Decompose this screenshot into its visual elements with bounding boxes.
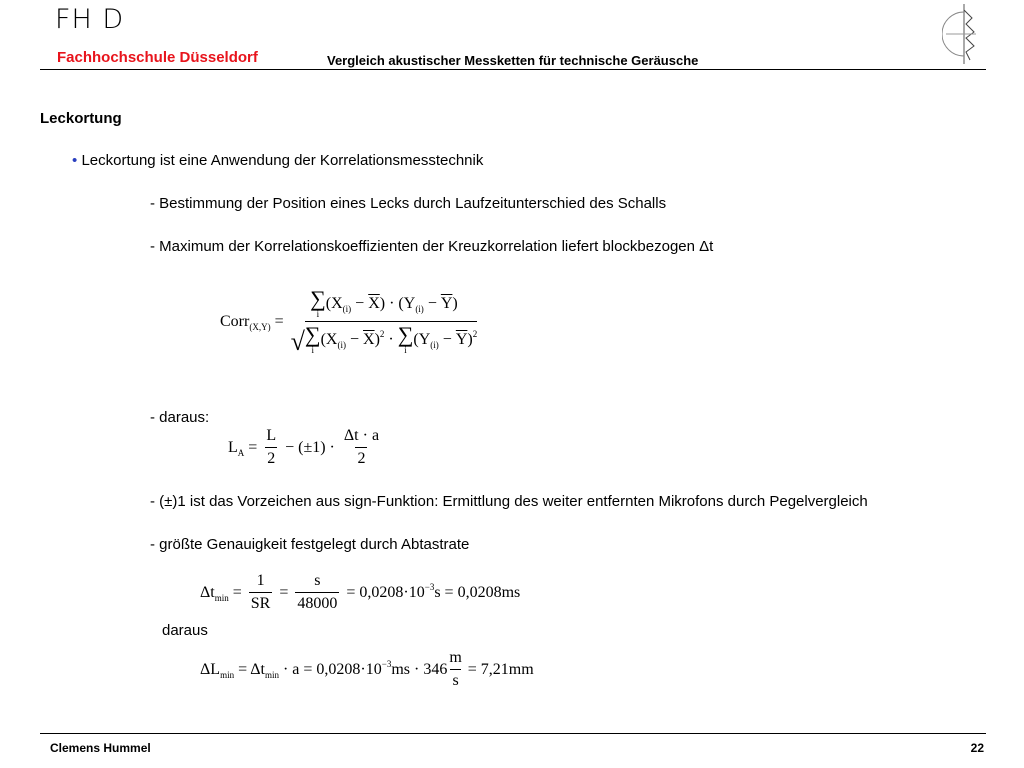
formula-text: s = 0,0208ms [434, 583, 521, 601]
denominator: SR [249, 592, 273, 613]
formula-subscript: min [264, 669, 279, 680]
formula-text: Corr [220, 312, 250, 330]
text-line: - daraus: [150, 409, 210, 426]
text-line: - größte Genauigkeit festgelegt durch Abtastrate [150, 536, 470, 553]
slide-subtitle: Vergleich akustischer Messketten für technische Geräusche [327, 53, 699, 68]
formula-text: ) [467, 330, 473, 348]
formula-text: · [384, 330, 398, 348]
bullet-text: Leckortung ist eine Anwendung der Korrelationsmesstechnik [81, 152, 484, 169]
school-name: Fachhochschule Düsseldorf [57, 49, 258, 66]
formula-text: ΔL [200, 660, 221, 678]
footer-divider [40, 733, 986, 734]
sum-symbol: ∑ [397, 322, 414, 347]
formula-text: · a = 0,0208·10 [278, 660, 382, 678]
formula-text: = 0,0208·10 [342, 583, 425, 601]
formula-text: = [275, 583, 293, 601]
formula-subscript: min [220, 669, 235, 680]
formula-text: − [438, 330, 456, 348]
page-number: 22 [970, 741, 984, 755]
bullet-item [72, 152, 483, 169]
la-formula [228, 427, 384, 468]
text-line: - (±)1 ist das Vorzeichen aus sign-Funktion: Ermittlung des weiter entfernten Mikrofons durch Pegelvergleich [150, 493, 868, 510]
formula-text: − (±1) · [281, 438, 339, 456]
fraction: ∑ i (X (i) − $\overline{X}$ ) · (Y (i) − $\overline{Y}$ ) √ ∑ i (X (i) − $\overline{X}$ ) 2 · ∑ i (Y (i) − $\overline{Y}$ ) 2 [290, 286, 478, 356]
formula-subscript: (i) [342, 303, 352, 314]
footer-author: Clemens Hummel [50, 741, 151, 755]
formula-text: = Δt [234, 660, 265, 678]
numerator: 1 [256, 572, 265, 589]
formula-superscript: 2 [472, 328, 478, 339]
formula-subscript: (i) [415, 303, 424, 314]
sum-index: i [316, 309, 320, 319]
formula-text: (X [325, 294, 343, 312]
denominator: 48000 [295, 592, 339, 613]
formula-text: L [228, 438, 238, 456]
formula-text: − [345, 330, 363, 348]
numerator: Δt · a [343, 427, 380, 444]
text-line: - Bestimmung der Position eines Lecks durch Laufzeitunterschied des Schalls [150, 195, 667, 212]
numerator: s [314, 572, 321, 589]
formula-subscript: (i) [337, 339, 346, 350]
fh-logo-text: FH D [55, 4, 125, 35]
formula-text: = [228, 583, 246, 601]
denominator: s [450, 669, 460, 690]
formula-text: − [351, 294, 369, 312]
text-line: - Maximum der Korrelationskoeffizienten der Kreuzkorrelation liefert blockbezogen Δt [150, 238, 714, 255]
formula-text: $\overline{Y}$ [455, 330, 468, 348]
formula-subscript: min [214, 592, 229, 603]
formula-text: ) [374, 330, 380, 348]
section-heading: Leckortung [40, 110, 122, 127]
university-emblem-icon [942, 2, 978, 66]
formula-text: ms · 346 [391, 660, 448, 678]
correlation-formula [220, 288, 480, 355]
formula-text: $\overline{Y}$ [440, 294, 453, 312]
sum-symbol: ∑ [310, 286, 326, 311]
formula-text: Δt [200, 583, 215, 601]
formula-text: $\overline{X}$ [368, 294, 380, 312]
bullet-mark: • [72, 152, 78, 169]
formula-superscript: −3 [424, 581, 435, 592]
dt-min-formula [200, 572, 520, 613]
formula-text: − [423, 294, 441, 312]
formula-subscript: (X,Y) [249, 321, 271, 332]
formula-text: = [270, 312, 288, 330]
formula-subscript: A [237, 447, 245, 458]
sum-index: i [404, 345, 407, 355]
formula-text: ) [452, 294, 458, 312]
formula-text: (Y [413, 330, 431, 348]
formula-subscript: (i) [430, 339, 439, 350]
formula-superscript: −3 [381, 658, 392, 669]
header-divider [40, 69, 986, 70]
formula-text: = [244, 438, 262, 456]
formula-text: = 7,21mm [463, 660, 534, 678]
formula-text: (X [320, 330, 338, 348]
dl-min-formula [200, 649, 534, 690]
formula-superscript: 2 [379, 328, 385, 339]
denominator: 2 [265, 447, 277, 468]
text-line: daraus [162, 622, 208, 639]
formula-text: $\overline{X}$ [363, 330, 375, 348]
sum-index: i [311, 345, 314, 355]
denominator: 2 [355, 447, 367, 468]
numerator: m [449, 649, 462, 666]
numerator: L [266, 427, 277, 444]
formula-text: ) · (Y [379, 294, 416, 312]
sum-symbol: ∑ [304, 322, 321, 347]
